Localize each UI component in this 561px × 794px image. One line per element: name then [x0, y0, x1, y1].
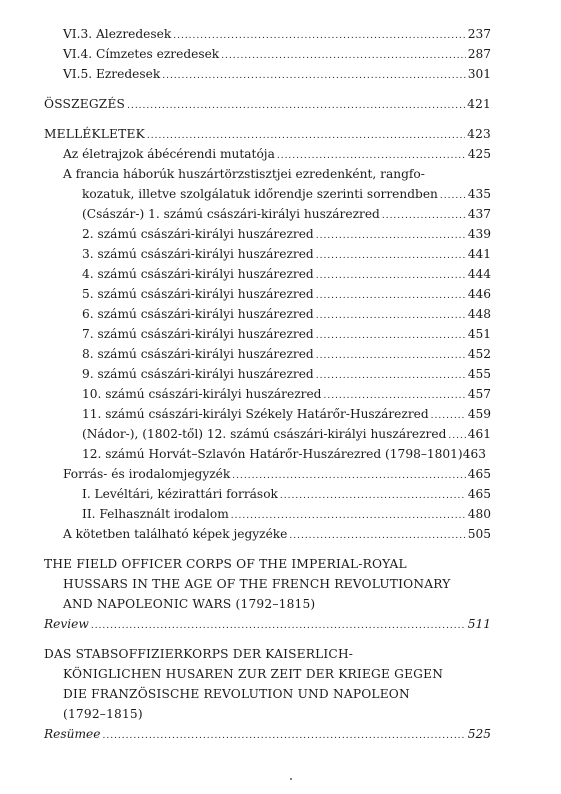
leader-dots: [162, 68, 466, 84]
toc-entry-leveltari-forrasok[interactable]: [82, 486, 491, 504]
toc-entry-felhasznalt-irodalom[interactable]: [82, 506, 491, 524]
toc-entry-title: 12. számú Horvát–Szlavón Határőr-Huszárezred (1798–1801): [82, 447, 463, 461]
toc-entry-page: 505: [467, 527, 491, 541]
toc-entry-page: 480: [467, 507, 491, 521]
toc-entry-page: 444: [467, 267, 491, 281]
leader-dots: [127, 98, 465, 114]
english-title-line2: HUSSARS IN THE AGE OF THE FRENCH REVOLUTIONARY: [63, 577, 451, 591]
toc-entry-page: 511: [467, 617, 491, 631]
leader-dots: [280, 488, 466, 504]
toc-entry-page: 455: [467, 367, 491, 381]
toc-entry-title: 3. számú császári-királyi huszárezred: [82, 247, 314, 261]
toc-entry-regiment-10[interactable]: [82, 386, 491, 404]
toc-entry-page: 459: [467, 407, 491, 421]
english-title-line1: THE FIELD OFFICER CORPS OF THE IMPERIAL-ROYAL: [44, 557, 407, 571]
toc-entry-page: 435: [467, 187, 491, 201]
toc-entry-title: 11. számú császári-királyi Székely Határőr-Huszárezred: [82, 407, 429, 421]
toc-entry-regiment-6[interactable]: [82, 306, 491, 324]
toc-entry-title: 5. számú császári-királyi huszárezred: [82, 287, 314, 301]
leader-dots: [316, 288, 466, 304]
toc-entry-alezredesek[interactable]: [63, 26, 491, 44]
toc-entry-ezredesek[interactable]: [63, 66, 491, 84]
toc-entry-page: 301: [467, 67, 491, 81]
toc-entry-title: (Nádor-), (1802-től) 12. számú császári-királyi huszárezred: [82, 427, 447, 441]
leader-dots: [323, 388, 465, 404]
german-title-line4: (1792–1815): [63, 707, 143, 721]
toc-entry-title: Forrás- és irodalomjegyzék: [63, 467, 231, 481]
toc-entry-title: (Császár-) 1. számú császári-királyi huszárezred: [82, 207, 380, 221]
toc-entry-title: 9. számú császári-királyi huszárezred: [82, 367, 314, 381]
toc-entry-page: 437: [467, 207, 491, 221]
toc-entry-regiment-11[interactable]: [82, 406, 491, 424]
leader-dots: [448, 428, 465, 444]
toc-entry-regiment-5[interactable]: [82, 286, 491, 304]
toc-entry-page: 452: [467, 347, 491, 361]
leader-dots: [147, 128, 465, 144]
toc-entry-page: 451: [467, 327, 491, 341]
toc-entry-page: 463: [462, 447, 486, 461]
toc-entry-page: 441: [467, 247, 491, 261]
leader-dots: [316, 268, 466, 284]
toc-entry-regiment-2[interactable]: [82, 226, 491, 244]
toc-entry-huszartorzstisztek[interactable]: [82, 186, 491, 204]
toc-entry-title: VI.3. Alezredesek: [63, 27, 172, 41]
toc-entry-osszegzes[interactable]: [44, 96, 491, 114]
leader-dots: [316, 248, 466, 264]
toc-entry-title: ÖSSZEGZÉS: [44, 97, 126, 111]
toc-entry-page: 465: [467, 467, 491, 481]
leader-dots: [231, 508, 466, 524]
leader-dots: [232, 468, 465, 484]
leader-dots: [221, 48, 466, 64]
leader-dots: [316, 368, 466, 384]
toc-entry-title: II. Felhasznált irodalom: [82, 507, 229, 521]
scan-speck: [290, 778, 292, 780]
toc-entry-page: 439: [467, 227, 491, 241]
toc-entry-regiment-horvat-szlavon[interactable]: [82, 446, 491, 462]
toc-entry-page: 446: [467, 287, 491, 301]
toc-entry-review[interactable]: [44, 616, 491, 634]
leader-dots: [316, 328, 466, 344]
german-title-line2: KÖNIGLICHEN HUSAREN ZUR ZEIT DER KRIEGE GEGEN: [63, 667, 444, 681]
toc-entry-title: Resümee: [44, 727, 101, 741]
leader-dots: [91, 618, 466, 634]
leader-dots: [382, 208, 466, 224]
toc-entry-title: 10. számú császári-királyi huszárezred: [82, 387, 322, 401]
toc-entry-page: 425: [467, 147, 491, 161]
leader-dots: [440, 188, 466, 204]
leader-dots: [316, 228, 466, 244]
toc-entry-page: 421: [467, 97, 491, 111]
toc-entry-cimzetes-ezredesek[interactable]: [63, 46, 491, 64]
toc-entry-eletrajzok-mutato[interactable]: [63, 146, 491, 164]
toc-entry-title: VI.5. Ezredesek: [63, 67, 161, 81]
toc-entry-page: 287: [467, 47, 491, 61]
leader-dots: [316, 348, 466, 364]
toc-entry-page: 237: [467, 27, 491, 41]
leader-dots: [289, 528, 465, 544]
german-title-line1: DAS STABSOFFIZIERKORPS DER KAISERLICH-: [44, 647, 354, 661]
leader-dots: [316, 308, 466, 324]
toc-entry-regiment-9[interactable]: [82, 366, 491, 384]
toc-entry-regiment-7[interactable]: [82, 326, 491, 344]
toc-entry-title: 8. számú császári-királyi huszárezred: [82, 347, 314, 361]
toc-entry-title: 7. számú császári-királyi huszárezred: [82, 327, 314, 341]
toc-entry-title: kozatuk, illetve szolgálatuk időrendje szerinti sorrendben: [82, 187, 438, 201]
toc-entry-resumee[interactable]: [44, 726, 491, 744]
toc-entry-page: 525: [467, 727, 491, 741]
toc-entry-page: 457: [467, 387, 491, 401]
toc-entry-title: VI.4. Címzetes ezredesek: [63, 47, 220, 61]
toc-entry-title: Review: [44, 617, 89, 631]
toc-entry-regiment-3[interactable]: [82, 246, 491, 264]
toc-entry-title: A kötetben található képek jegyzéke: [63, 527, 288, 541]
toc-entry-kepek-jegyzeke[interactable]: [63, 526, 491, 544]
english-title-line3: AND NAPOLEONIC WARS (1792–1815): [63, 597, 316, 611]
toc-entry-title: I. Levéltári, kézirattári források: [82, 487, 278, 501]
leader-dots: [173, 28, 466, 44]
toc-entry-page: 461: [467, 427, 491, 441]
toc-entry-page: 448: [467, 307, 491, 321]
leader-dots: [431, 408, 466, 424]
toc-entry-regiment-4[interactable]: [82, 266, 491, 284]
german-title-line3: DIE FRANZÖSISCHE REVOLUTION UND NAPOLEON: [63, 687, 410, 701]
toc-entry-title: 6. számú császári-királyi huszárezred: [82, 307, 314, 321]
toc-entry-title: Az életrajzok ábécérendi mutatója: [63, 147, 275, 161]
toc-entry-title: MELLÉKLETEK: [44, 127, 145, 141]
leader-dots: [277, 148, 466, 164]
toc-entry-page: 423: [467, 127, 491, 141]
leader-dots: [102, 728, 465, 744]
toc-entry-regiment-1[interactable]: [82, 206, 491, 224]
toc-entry-forras-irodalom[interactable]: [63, 466, 491, 484]
toc-entry-title: 2. számú császári-királyi huszárezred: [82, 227, 314, 241]
toc-entry-huszartorzstisztek-line1: A francia háborúk huszártörzstisztjei ezredenként, rangfo-: [63, 167, 425, 181]
toc-entry-mellekletek[interactable]: [44, 126, 491, 144]
toc-entry-regiment-nador-12[interactable]: [82, 426, 491, 444]
toc-entry-regiment-8[interactable]: [82, 346, 491, 364]
toc-entry-page: 465: [467, 487, 491, 501]
toc-entry-title: 4. számú császári-királyi huszárezred: [82, 267, 314, 281]
